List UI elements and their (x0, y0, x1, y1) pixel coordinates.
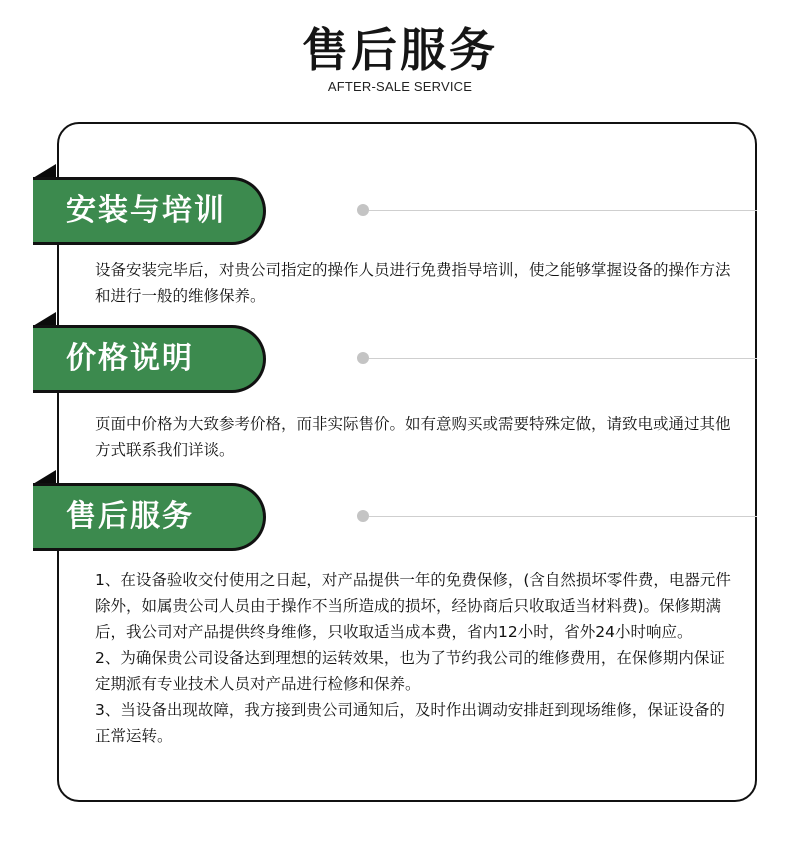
section-paragraph: 3、当设备出现故障，我方接到贵公司通知后，及时作出调动安排赶到现场维修，保证设备的正常运转。 (95, 701, 725, 745)
page-subtitle: AFTER-SALE SERVICE (327, 79, 473, 94)
section-paragraph: 设备安装完毕后，对贵公司指定的操作人员进行免费指导培训，使之能够掌握设备的操作方法和进行一般的维修保养。 (95, 261, 731, 305)
divider-line (369, 358, 757, 359)
section-body-price-note (95, 411, 735, 463)
divider-line (369, 516, 757, 517)
section-paragraph: 2、为确保贵公司设备达到理想的运转效果，也为了节约我公司的维修费用，在保修期内保证定期派有专业技术人员对产品进行检修和保养。 (95, 649, 725, 693)
section-paragraph: 1、在设备验收交付使用之日起，对产品提供一年的免费保修，(含自然损坏零件费，电器元件除外，如属贵公司人员由于操作不当所造成的损坏，经协商后只收取适当材料费)。保修期满后，我公司对产品提供终身维修，只收取适当成本费，省内12小时，省外24小时响应。 (95, 571, 731, 641)
divider-dot (357, 204, 369, 216)
page-title: 售后服务 (302, 23, 498, 77)
section-tag-price-note: 价格说明 (33, 325, 266, 393)
tag-fold-decoration (33, 164, 56, 178)
divider-line (369, 210, 757, 211)
tag-fold-decoration (33, 312, 56, 326)
divider-dot (357, 352, 369, 364)
section-body-after-sale (95, 567, 735, 749)
section-tag-after-sale: 售后服务 (33, 483, 266, 551)
section-tag-installation-training: 安装与培训 (33, 177, 266, 245)
divider-dot (357, 510, 369, 522)
section-paragraph: 页面中价格为大致参考价格，而非实际售价。如有意购买或需要特殊定做，请致电或通过其他方式联系我们详谈。 (95, 415, 731, 459)
section-body-installation-training (95, 257, 735, 309)
tag-fold-decoration (33, 470, 56, 484)
